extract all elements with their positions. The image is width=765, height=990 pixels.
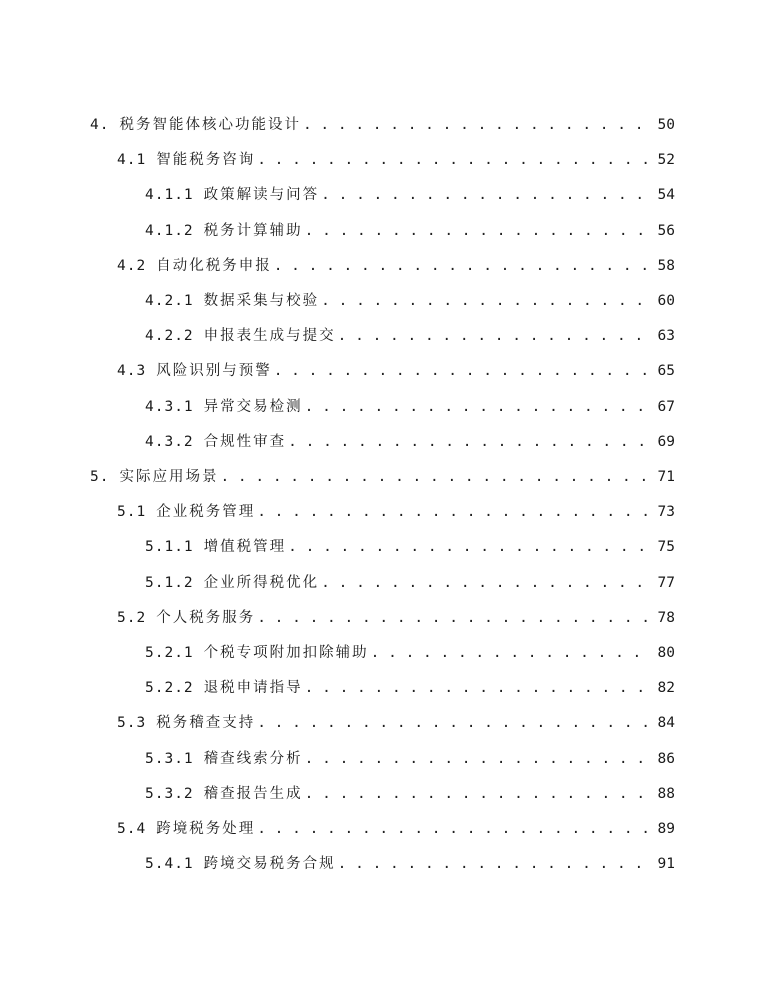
toc-entry-page-number: 84 [657, 715, 675, 732]
toc-entry-title: 跨境交易税务合规 [203, 856, 336, 873]
toc-dot-leader [305, 783, 653, 805]
toc-entry-page-number: 67 [657, 398, 675, 415]
toc-entry-page-number: 78 [657, 609, 675, 626]
toc-entry-number: 4.1 [117, 152, 147, 169]
toc-entry-page-number: 65 [657, 363, 675, 380]
toc-entry-page-number: 54 [657, 187, 675, 204]
toc-dot-leader [338, 325, 653, 347]
toc-dot-leader [257, 149, 653, 171]
toc-entry-title: 申报表生成与提交 [203, 328, 336, 345]
toc-entry[interactable] [145, 431, 675, 453]
toc-entry-title: 合规性审查 [203, 433, 287, 450]
toc-dot-leader [321, 290, 653, 312]
toc-entry-title: 智能税务咨询 [156, 152, 256, 169]
toc-entry-number: 4. [90, 117, 110, 133]
toc-entry[interactable] [117, 501, 675, 523]
toc-entry-number: 5.3.1 [145, 750, 194, 767]
toc-entry-page-number: 73 [657, 504, 675, 521]
toc-entry[interactable] [90, 114, 675, 136]
toc-dot-leader [321, 184, 653, 206]
toc-entry-page-number: 56 [657, 222, 675, 239]
toc-entry-page-number: 91 [657, 856, 675, 873]
toc-entry[interactable] [145, 783, 675, 805]
toc-dot-leader [257, 712, 653, 734]
toc-entry-title: 个人税务服务 [156, 609, 256, 626]
toc-entry-page-number: 88 [657, 785, 675, 802]
toc-entry-page-number: 75 [657, 539, 675, 556]
toc-entry-page-number: 89 [657, 821, 675, 837]
toc-dot-leader [305, 220, 653, 242]
toc-entry[interactable] [90, 466, 675, 488]
toc-entry-title: 稽查线索分析 [203, 750, 303, 767]
toc-entry-title: 个税专项附加扣除辅助 [203, 645, 369, 661]
toc-entry-title: 企业税务管理 [156, 504, 256, 521]
toc-entry-number: 5.2.2 [145, 680, 194, 697]
toc-entry-number: 4.2.2 [145, 328, 194, 345]
toc-entry-title: 税务智能体核心功能设计 [119, 117, 301, 133]
toc-entry-title: 自动化税务申报 [156, 257, 272, 274]
toc-entry-number: 5.1.1 [145, 539, 194, 556]
toc-entry[interactable] [145, 853, 675, 875]
toc-entry-title: 数据采集与校验 [203, 293, 320, 309]
toc-dot-leader [371, 642, 653, 664]
toc-entry-page-number: 63 [657, 328, 675, 345]
toc-dot-leader [321, 572, 653, 594]
toc-entry-number: 5.3 [117, 715, 147, 732]
toc-entry-title: 企业所得税优化 [203, 574, 320, 591]
toc-entry[interactable] [145, 642, 675, 664]
toc-dot-leader [220, 466, 653, 488]
toc-entry-page-number: 86 [657, 750, 675, 767]
toc-dot-leader [305, 748, 653, 770]
toc-dot-leader [257, 818, 653, 840]
toc-entry[interactable] [117, 818, 675, 840]
toc-dot-leader [274, 255, 653, 277]
toc-entry-number: 5.2.1 [145, 645, 194, 661]
toc-dot-leader [288, 536, 653, 558]
toc-entry-title: 跨境税务处理 [156, 821, 256, 837]
toc-dot-leader [338, 853, 653, 875]
toc-entry[interactable] [145, 572, 675, 594]
toc-entry-page-number: 60 [657, 293, 675, 309]
toc-entry[interactable] [117, 360, 675, 382]
toc-entry[interactable] [145, 536, 675, 558]
toc-dot-leader [305, 396, 653, 418]
toc-entry-page-number: 58 [657, 257, 675, 274]
toc-entry[interactable] [145, 290, 675, 312]
toc-entry-page-number: 82 [657, 680, 675, 697]
toc-entry-page-number: 50 [657, 117, 675, 133]
toc-entry-number: 5.1.2 [145, 574, 194, 591]
toc-dot-leader [288, 431, 653, 453]
toc-entry-number: 4.1.1 [145, 187, 194, 204]
toc-entry-number: 4.3.2 [145, 433, 194, 450]
toc-entry-number: 5.2 [117, 609, 147, 626]
toc-entry[interactable] [117, 712, 675, 734]
toc-entry-number: 4.3 [117, 363, 147, 380]
toc-entry-page-number: 77 [657, 574, 675, 591]
toc-entry[interactable] [145, 184, 675, 206]
toc-entry-number: 4.1.2 [145, 222, 194, 239]
toc-entry[interactable] [145, 220, 675, 242]
toc-entry-title: 增值税管理 [203, 539, 287, 556]
toc-entry-number: 5.3.2 [145, 785, 194, 802]
toc-entry-number: 5.4 [117, 821, 147, 837]
toc-entry-title: 政策解读与问答 [203, 187, 320, 204]
toc-dot-leader [303, 114, 653, 136]
toc-entry-number: 4.3.1 [145, 398, 194, 415]
toc-entry-title: 税务计算辅助 [203, 222, 303, 239]
toc-entry[interactable] [117, 607, 675, 629]
toc-entry[interactable] [145, 325, 675, 347]
toc-entry-title: 异常交易检测 [203, 398, 303, 415]
toc-entry-title: 退税申请指导 [203, 680, 303, 697]
toc-dot-leader [274, 360, 653, 382]
toc-entry[interactable] [145, 396, 675, 418]
toc-entry-number: 5.1 [117, 504, 147, 521]
toc-entry[interactable] [145, 748, 675, 770]
toc-entry-number: 5. [90, 469, 110, 485]
toc-entry[interactable] [117, 255, 675, 277]
toc-entry-title: 风险识别与预警 [156, 363, 272, 380]
toc-dot-leader [305, 677, 653, 699]
toc-entry[interactable] [117, 149, 675, 171]
toc-entry[interactable] [145, 677, 675, 699]
toc-entry-number: 5.4.1 [145, 856, 194, 873]
toc-dot-leader [257, 501, 653, 523]
toc-entry-title: 税务稽查支持 [156, 715, 256, 732]
toc-entry-number: 4.2.1 [145, 293, 194, 309]
toc-entry-page-number: 80 [657, 645, 675, 661]
toc-entry-page-number: 71 [657, 469, 675, 485]
toc-entry-title: 实际应用场景 [119, 469, 219, 485]
toc-dot-leader [257, 607, 653, 629]
toc-entry-title: 稽查报告生成 [203, 785, 303, 802]
toc-entry-page-number: 52 [657, 152, 675, 169]
toc-entry-number: 4.2 [117, 257, 147, 274]
toc-entry-page-number: 69 [657, 433, 675, 450]
